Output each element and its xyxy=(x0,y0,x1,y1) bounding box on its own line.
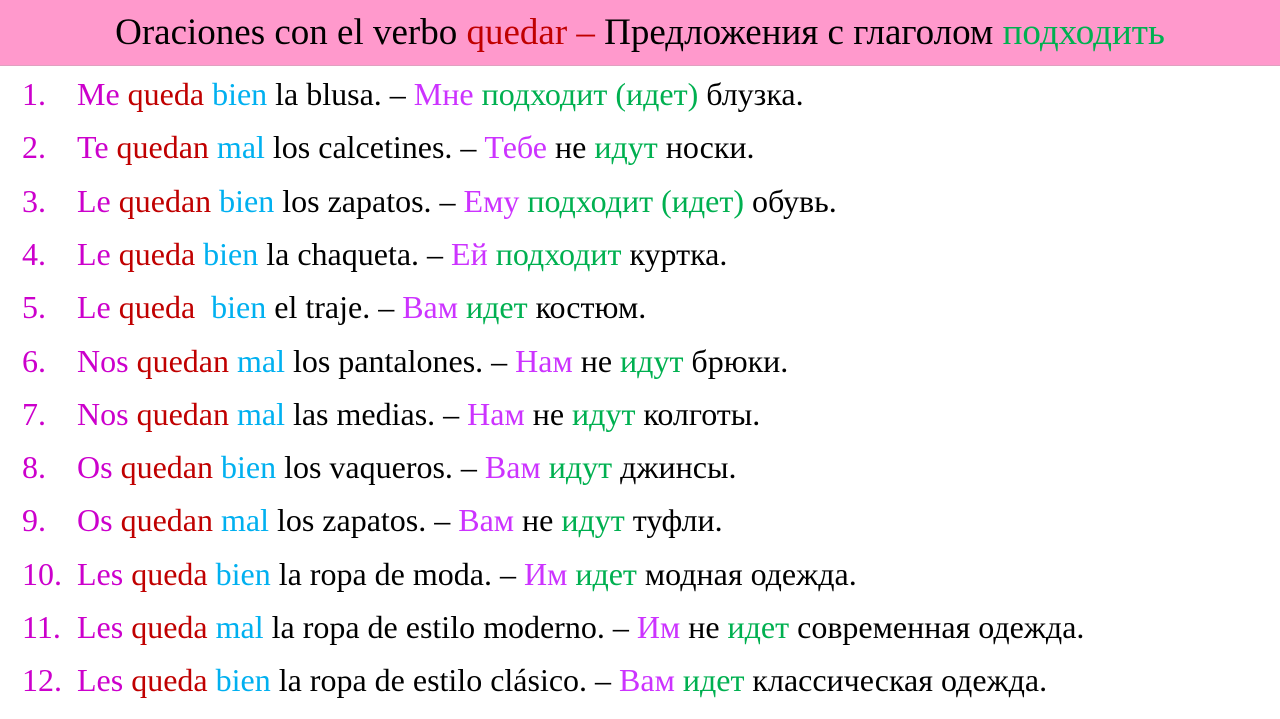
sentence-number: 5. xyxy=(22,289,46,326)
space xyxy=(208,556,216,592)
sentence-text xyxy=(77,548,857,601)
spanish-object: las medias. – xyxy=(284,395,468,432)
spanish-adverb: bien xyxy=(211,289,267,326)
space xyxy=(195,236,203,272)
space xyxy=(525,396,533,432)
sentence-number: 4. xyxy=(22,235,46,272)
spanish-pronoun: Nos xyxy=(77,395,137,432)
title-verb-quedar: quedar xyxy=(466,12,568,53)
sentence-number: 1. xyxy=(22,76,46,112)
spanish-adverb: mal xyxy=(216,129,265,166)
sentence-text xyxy=(77,494,723,547)
russian-pronoun: Вам xyxy=(619,662,675,699)
sentence-text xyxy=(77,388,760,441)
space xyxy=(680,609,688,645)
sentence-text xyxy=(77,228,727,281)
list-item xyxy=(0,175,1280,228)
russian-pronoun: Им xyxy=(523,555,568,592)
list-item xyxy=(0,601,1280,654)
russian-verb: идет xyxy=(727,609,790,645)
russian-verb: идут xyxy=(572,395,636,432)
russian-pronoun: Тебе xyxy=(484,129,547,166)
spanish-adverb: bien xyxy=(215,555,271,592)
space xyxy=(514,502,522,538)
russian-verb: идет xyxy=(682,662,745,699)
spanish-pronoun: Nos xyxy=(77,342,137,379)
russian-pronoun: Ей xyxy=(451,235,488,272)
russian-pronoun: Вам xyxy=(402,289,458,326)
spanish-pronoun: Le xyxy=(77,235,119,272)
russian-negation: не xyxy=(522,502,562,539)
russian-verb: идет xyxy=(465,289,528,326)
sentence-text xyxy=(77,601,1084,654)
spanish-object: la ropa de estilo moderno. – xyxy=(263,609,637,645)
russian-object: блузка. xyxy=(698,76,804,112)
spanish-verb: quedan xyxy=(116,129,209,166)
space xyxy=(213,449,221,485)
space xyxy=(229,396,237,432)
title-verb-podkhodit: подходить xyxy=(1002,12,1165,53)
spanish-adverb: bien xyxy=(212,76,268,112)
spanish-object: la blusa. – xyxy=(267,76,414,112)
list-item xyxy=(0,228,1280,281)
russian-pronoun: Ему xyxy=(463,182,520,219)
spanish-pronoun: Le xyxy=(77,182,119,219)
russian-verb: идут xyxy=(594,129,658,166)
spanish-pronoun: Les xyxy=(77,609,132,645)
spanish-object: los vaqueros. – xyxy=(276,449,485,486)
spanish-verb: queda xyxy=(118,235,196,272)
russian-pronoun: Им xyxy=(636,609,681,645)
page-title xyxy=(115,11,1165,54)
russian-pronoun: Вам xyxy=(484,449,541,486)
sentence-text xyxy=(77,175,837,228)
spanish-pronoun: Te xyxy=(77,129,117,166)
space xyxy=(488,236,496,272)
russian-verb: идет xyxy=(575,555,637,592)
russian-object: туфли. xyxy=(624,502,723,539)
spanish-verb: quedan xyxy=(136,395,229,432)
list-item xyxy=(0,388,1280,441)
russian-negation: не xyxy=(554,129,595,166)
russian-object: классическая одежда. xyxy=(744,662,1048,699)
list-item xyxy=(0,281,1280,334)
sentence-text xyxy=(77,335,788,388)
russian-negation: не xyxy=(580,342,621,379)
spanish-verb: quedan xyxy=(136,342,229,379)
spanish-object: los zapatos. – xyxy=(268,502,459,539)
list-item xyxy=(0,335,1280,388)
spanish-verb: queda xyxy=(131,609,208,645)
spanish-adverb: mal xyxy=(236,395,285,432)
sentence-number: 8. xyxy=(22,449,46,486)
space xyxy=(541,449,549,485)
spanish-adverb: mal xyxy=(215,609,264,645)
title-dash: – xyxy=(567,12,605,53)
spanish-pronoun: Les xyxy=(77,662,132,699)
spanish-object: los pantalones. – xyxy=(284,342,516,379)
title-spanish-text: Oraciones con el verbo xyxy=(115,12,467,53)
sentence-number: 2. xyxy=(22,129,46,166)
spanish-verb: queda xyxy=(118,289,196,326)
russian-negation: не xyxy=(532,395,573,432)
russian-pronoun: Мне xyxy=(413,76,474,112)
russian-object: костюм. xyxy=(527,289,647,326)
russian-object: брюки. xyxy=(683,342,789,379)
russian-pronoun: Нам xyxy=(515,342,573,379)
space xyxy=(204,76,212,112)
spanish-pronoun: Os xyxy=(77,502,121,539)
list-item xyxy=(0,121,1280,174)
spanish-pronoun: Me xyxy=(77,76,128,112)
spanish-verb: quedan xyxy=(118,182,212,219)
list-item xyxy=(0,548,1280,601)
russian-object: носки. xyxy=(657,129,755,166)
sentence-number: 7. xyxy=(22,395,46,432)
sentence-text xyxy=(77,441,736,494)
sentence-number: 9. xyxy=(22,502,46,539)
spanish-adverb: bien xyxy=(220,449,277,486)
spanish-adverb: mal xyxy=(236,342,285,379)
space xyxy=(229,343,237,379)
space xyxy=(675,662,683,698)
spanish-object: el traje. – xyxy=(266,289,403,326)
sentence-number: 3. xyxy=(22,182,46,219)
sentence-number: 10. xyxy=(22,555,62,592)
spanish-verb: quedan xyxy=(120,449,213,486)
space xyxy=(208,662,216,698)
russian-object: модная одежда. xyxy=(636,555,857,592)
spanish-object: los zapatos. – xyxy=(274,182,464,219)
russian-verb: подходит (идет) xyxy=(481,76,699,112)
russian-object: джинсы. xyxy=(612,449,737,486)
russian-verb: подходит (идет) xyxy=(527,182,744,219)
space xyxy=(213,502,221,538)
spanish-verb: queda xyxy=(131,662,208,699)
sentence-text xyxy=(77,281,646,334)
space xyxy=(547,129,555,165)
spanish-pronoun: Le xyxy=(77,289,119,326)
list-item xyxy=(0,494,1280,547)
spanish-adverb: bien xyxy=(203,235,259,272)
spanish-adverb: bien xyxy=(219,182,275,219)
space xyxy=(573,343,581,379)
space xyxy=(474,76,482,112)
russian-object: обувь. xyxy=(743,182,837,219)
space xyxy=(195,289,211,325)
russian-object: колготы. xyxy=(635,395,761,432)
sentence-number: 6. xyxy=(22,342,46,379)
list-item xyxy=(0,654,1280,707)
russian-object: куртка. xyxy=(621,235,728,272)
space xyxy=(458,289,466,325)
spanish-pronoun: Os xyxy=(77,449,121,486)
spanish-verb: queda xyxy=(131,555,208,592)
sentence-number: 12. xyxy=(22,662,62,699)
sentence-number: 11. xyxy=(22,609,61,645)
spanish-adverb: bien xyxy=(215,662,271,699)
sentence-text xyxy=(77,68,804,121)
sentence-text xyxy=(77,121,755,174)
space xyxy=(211,183,219,219)
spanish-object: los calcetines. – xyxy=(264,129,485,166)
title-bar xyxy=(0,0,1280,66)
spanish-object: la ropa de moda. – xyxy=(270,555,524,592)
spanish-verb: queda xyxy=(127,76,205,112)
russian-pronoun: Вам xyxy=(458,502,515,539)
spanish-adverb: mal xyxy=(220,502,269,539)
title-russian-text: Предложения с глаголом xyxy=(604,12,1003,53)
space xyxy=(209,129,217,165)
list-item xyxy=(0,68,1280,121)
spanish-object: la ropa de estilo clásico. – xyxy=(270,662,620,699)
russian-verb: идут xyxy=(620,342,684,379)
spanish-verb: quedan xyxy=(120,502,213,539)
space xyxy=(208,609,216,645)
russian-verb: идут xyxy=(561,502,625,539)
list-item xyxy=(0,441,1280,494)
spanish-object: la chaqueta. – xyxy=(258,235,452,272)
russian-verb: подходит xyxy=(495,235,622,272)
russian-object: современная одежда. xyxy=(789,609,1085,645)
russian-verb: идут xyxy=(548,449,613,486)
russian-negation: не xyxy=(688,609,728,645)
russian-pronoun: Нам xyxy=(467,395,525,432)
spanish-pronoun: Les xyxy=(77,555,132,592)
sentence-text xyxy=(77,654,1047,707)
